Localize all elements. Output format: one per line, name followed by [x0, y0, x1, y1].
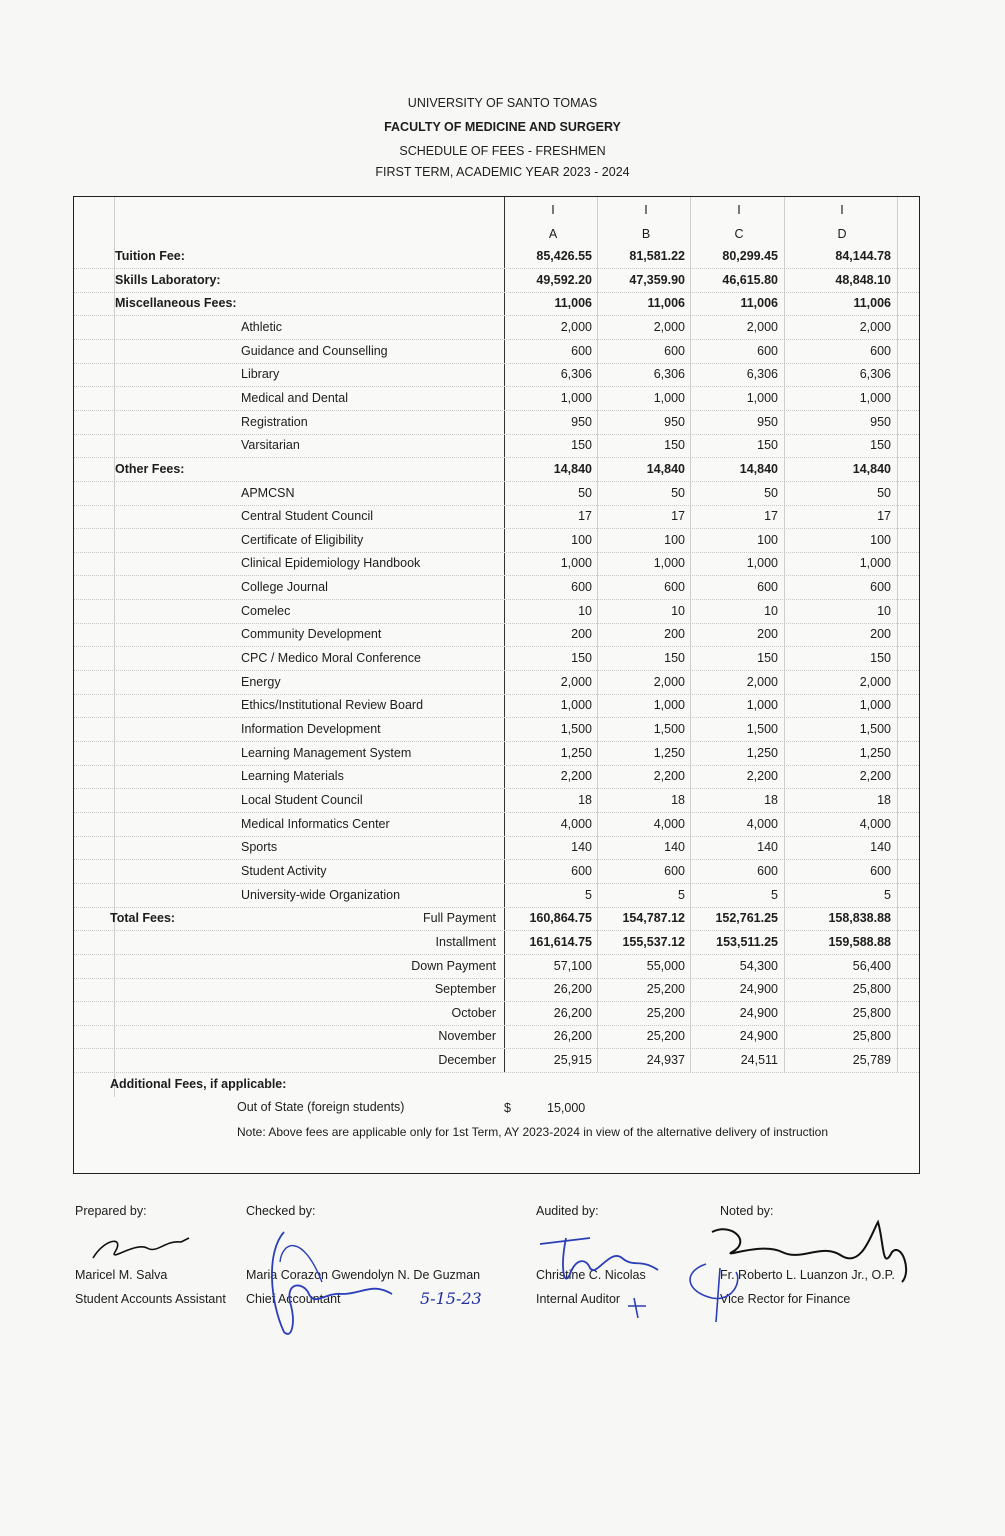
skills-row-value: 47,359.90	[629, 272, 685, 287]
total-row-value: 159,588.88	[828, 934, 891, 949]
other-item-row-value: 1,500	[859, 722, 891, 736]
total-row	[74, 955, 919, 979]
misc-item-row-label: Medical and Dental	[241, 390, 349, 405]
other-item-row-value: 2,200	[859, 769, 891, 784]
misc-item-row-value: 1,000	[653, 390, 685, 405]
other-item-row	[74, 623, 919, 647]
column-mark: I	[737, 203, 741, 217]
other-item-row-value: 17	[877, 509, 891, 524]
misc-item-row	[74, 411, 919, 435]
misc-item-row-value: 6,306	[653, 367, 685, 382]
other-item-row-value: 150	[664, 651, 685, 666]
total-fees-label: Total Fees:	[110, 911, 176, 926]
misc-item-row-value: 950	[664, 414, 685, 429]
note-text: Note: Above fees are applicable only for 1st Term, AY 2023-2024 in view of the alternative delivery of instruction	[237, 1125, 829, 1139]
total-row-label: Down Payment	[411, 958, 496, 973]
skills-row	[74, 269, 919, 293]
total-row-value: 24,900	[739, 982, 778, 997]
total-row-value: 25,200	[646, 1029, 685, 1044]
other-item-row-label: Certificate of Eligibility	[241, 532, 364, 547]
other-item-row-label: Clinical Epidemiology Handbook	[241, 556, 421, 571]
handwritten-date: 5-15-23	[420, 1289, 482, 1308]
signatory-name: Christine C. Nicolas	[536, 1268, 646, 1282]
total-row-value: 152,761.25	[715, 911, 778, 926]
other-item-row-value: 1,000	[653, 556, 685, 571]
misc-item-row-value: 950	[571, 414, 592, 429]
misc-item-row-value: 1,000	[560, 390, 592, 405]
total-row-value: 25,200	[646, 982, 685, 997]
misc-item-row-label: Library	[241, 367, 280, 382]
misc-row-label: Miscellaneous Fees:	[115, 296, 237, 311]
other-item-row-value: 150	[757, 651, 778, 666]
tuition-row-value: 85,426.55	[536, 249, 592, 263]
other-item-row-value: 1,250	[746, 745, 778, 760]
total-row-label: Full Payment	[423, 911, 496, 926]
other-row-value: 14,840	[553, 461, 592, 476]
other-item-row-value: 1,500	[746, 722, 778, 736]
total-row-label: Installment	[435, 934, 496, 949]
misc-row-value: 11,006	[740, 296, 778, 311]
misc-item-row-value: 2,000	[746, 319, 778, 334]
total-row-value: 25,200	[646, 1005, 685, 1020]
faculty-name: FACULTY OF MEDICINE AND SURGERY	[384, 120, 621, 134]
total-row	[74, 907, 919, 931]
other-item-row	[74, 836, 919, 860]
tuition-row	[74, 245, 919, 269]
total-row-value: 25,800	[852, 982, 891, 997]
total-row	[74, 1002, 919, 1026]
other-item-row-value: 18	[578, 792, 592, 807]
total-row-value: 26,200	[553, 1029, 592, 1044]
total-row-value: 56,400	[852, 958, 891, 973]
other-item-row-value: 100	[664, 532, 685, 547]
misc-item-row-value: 950	[757, 414, 778, 429]
total-row-value: 24,900	[739, 1029, 778, 1044]
other-item-row-value: 200	[870, 627, 891, 642]
total-row-value: 25,800	[852, 1005, 891, 1020]
other-row-value: 14,840	[852, 461, 891, 476]
signature-nicolas	[530, 1218, 670, 1328]
other-item-row	[74, 789, 919, 813]
other-item-row-label: Central Student Council	[241, 509, 374, 524]
other-row-value: 14,840	[646, 461, 685, 476]
other-item-row-value: 600	[664, 580, 685, 595]
skills-row-value: 49,592.20	[536, 272, 592, 287]
other-item-row-label: Energy	[241, 674, 281, 689]
total-row-value: 24,900	[739, 1005, 778, 1020]
other-item-row-value: 600	[571, 580, 592, 595]
column-header-b: B	[641, 227, 651, 241]
misc-item-row	[74, 387, 919, 411]
other-item-row-value: 200	[571, 627, 592, 642]
other-item-row-value: 18	[764, 792, 778, 807]
other-item-row-value: 200	[757, 627, 778, 642]
other-item-row-label: College Journal	[241, 580, 328, 595]
misc-row-value: 11,006	[853, 296, 891, 311]
other-item-row-value: 17	[764, 509, 778, 524]
other-item-row-value: 100	[870, 532, 891, 547]
signature-luanzon	[672, 1212, 922, 1322]
misc-row	[74, 292, 919, 316]
other-item-row-label: Sports	[241, 840, 278, 855]
other-item-row	[74, 860, 919, 884]
other-item-row-value: 2,200	[746, 769, 778, 784]
other-item-row-label: Learning Materials	[241, 769, 344, 784]
fee-schedule-table	[73, 196, 920, 1174]
misc-item-row-value: 600	[571, 343, 592, 358]
other-item-row-value: 2,000	[859, 674, 891, 689]
misc-item-row	[74, 340, 919, 364]
misc-item-row-value: 150	[870, 438, 891, 453]
misc-item-row-value: 600	[664, 343, 685, 358]
total-row-value: 154,787.12	[622, 911, 685, 926]
other-item-row-label: CPC / Medico Moral Conference	[241, 651, 421, 666]
other-item-row-value: 5	[771, 887, 778, 902]
misc-item-row-value: 1,000	[746, 390, 778, 405]
additional-fee-amount: 15,000	[547, 1101, 586, 1115]
signatory-name: Fr. Roberto L. Luanzon Jr., O.P.	[720, 1268, 895, 1282]
signatory-role: Audited by:	[536, 1204, 599, 1218]
other-item-row-value: 1,000	[653, 698, 685, 713]
total-row-value: 25,789	[852, 1053, 891, 1068]
other-item-row-value: 100	[757, 532, 778, 547]
other-item-row-value: 1,500	[653, 722, 685, 736]
other-item-row-value: 600	[870, 580, 891, 595]
other-item-row-value: 1,000	[746, 698, 778, 713]
other-item-row-value: 600	[664, 863, 685, 878]
other-item-row-label: Learning Management System	[241, 745, 412, 760]
misc-item-row-value: 2,000	[859, 319, 891, 334]
other-item-row	[74, 671, 919, 695]
other-item-row-value: 2,000	[560, 674, 592, 689]
misc-row-value: 11,006	[554, 296, 592, 311]
other-item-row-label: APMCSN	[241, 485, 295, 500]
misc-item-row	[74, 316, 919, 340]
total-row	[74, 1049, 919, 1073]
total-row-value: 25,800	[852, 1029, 891, 1044]
total-row-label: December	[438, 1053, 496, 1068]
total-row-value: 55,000	[646, 958, 685, 973]
misc-item-row	[74, 363, 919, 387]
university-name: UNIVERSITY OF SANTO TOMAS	[407, 96, 598, 110]
other-item-row-value: 1,000	[859, 556, 891, 571]
misc-item-row-label: Guidance and Counselling	[241, 343, 388, 358]
misc-item-row-value: 2,000	[560, 319, 592, 334]
misc-item-row-value: 600	[870, 343, 891, 358]
total-row	[74, 978, 919, 1002]
misc-item-row-label: Athletic	[241, 319, 282, 334]
other-item-row-value: 4,000	[746, 816, 778, 831]
total-row	[74, 931, 919, 955]
additional-fee-item: Out of State (foreign students)	[237, 1100, 405, 1114]
other-row-label: Other Fees:	[115, 461, 185, 476]
signatory-role: Checked by:	[246, 1204, 316, 1218]
other-item-row-value: 18	[877, 792, 891, 807]
misc-item-row-label: Registration	[241, 414, 308, 429]
other-row	[74, 458, 919, 482]
other-item-row-label: Information Development	[241, 722, 381, 736]
signatory-role: Noted by:	[720, 1204, 774, 1218]
column-mark: I	[551, 203, 555, 217]
column-header-d: D	[837, 227, 847, 241]
total-row-value: 24,937	[646, 1053, 685, 1068]
other-item-row	[74, 765, 919, 789]
total-row-value: 25,915	[553, 1053, 592, 1068]
other-item-row-value: 1,250	[653, 745, 685, 760]
signatory-role: Prepared by:	[75, 1204, 147, 1218]
misc-item-row-value: 150	[664, 438, 685, 453]
additional-fees-label: Additional Fees, if applicable:	[110, 1077, 287, 1091]
other-item-row	[74, 813, 919, 837]
tuition-row-label: Tuition Fee:	[115, 249, 185, 263]
signatory-title: Internal Auditor	[536, 1292, 621, 1306]
total-row-value: 160,864.75	[529, 911, 592, 926]
other-row-value: 14,840	[739, 461, 778, 476]
total-row-label: September	[434, 982, 496, 997]
tuition-row-value: 81,581.22	[629, 249, 685, 263]
other-item-row-value: 140	[664, 840, 685, 855]
total-row	[74, 1025, 919, 1049]
signatory-title: Chief Accountant	[246, 1292, 341, 1306]
other-item-row-value: 18	[671, 792, 685, 807]
signatory-name: Maricel M. Salva	[75, 1268, 168, 1282]
currency-symbol: $	[504, 1101, 511, 1115]
misc-item-row	[74, 434, 919, 458]
other-item-row-value: 150	[571, 651, 592, 666]
other-item-row-value: 2,200	[560, 769, 592, 784]
column-header-c: C	[734, 227, 744, 241]
other-item-row-value: 600	[571, 863, 592, 878]
other-item-row	[74, 718, 919, 742]
other-item-row-value: 1,000	[859, 698, 891, 713]
column-header-a: A	[548, 227, 558, 241]
other-item-row-value: 50	[578, 485, 592, 500]
other-item-row	[74, 647, 919, 671]
tuition-row-value: 84,144.78	[835, 249, 891, 263]
misc-item-row-value: 2,000	[653, 319, 685, 334]
skills-row-label: Skills Laboratory:	[115, 272, 221, 287]
signatory-title: Vice Rector for Finance	[720, 1292, 851, 1306]
total-row-value: 26,200	[553, 1005, 592, 1020]
column-mark: I	[644, 203, 648, 217]
total-row-label: November	[438, 1029, 496, 1044]
other-item-row-label: University-wide Organization	[241, 887, 401, 902]
other-item-row-value: 50	[764, 485, 778, 500]
schedule-title: SCHEDULE OF FEES - FRESHMEN	[399, 144, 606, 158]
total-row-value: 54,300	[739, 958, 778, 973]
other-item-row	[74, 482, 919, 506]
misc-item-row-value: 6,306	[859, 367, 891, 382]
other-item-row-value: 600	[870, 863, 891, 878]
skills-row-value: 48,848.10	[835, 272, 891, 287]
other-item-row-value: 5	[678, 887, 685, 902]
other-item-row-value: 17	[578, 509, 592, 524]
other-item-row	[74, 742, 919, 766]
total-row-value: 57,100	[553, 958, 592, 973]
other-item-row-value: 1,000	[560, 556, 592, 571]
other-item-row-value: 100	[571, 532, 592, 547]
other-item-row-value: 1,000	[560, 698, 592, 713]
misc-item-row-value: 6,306	[560, 367, 592, 382]
other-item-row-value: 5	[884, 887, 891, 902]
column-mark: I	[840, 203, 844, 217]
misc-item-row-value: 150	[571, 438, 592, 453]
misc-item-row-value: 150	[757, 438, 778, 453]
other-item-row-value: 2,000	[653, 674, 685, 689]
other-item-row-label: Comelec	[241, 603, 291, 618]
other-item-row-value: 140	[571, 840, 592, 855]
other-item-row	[74, 529, 919, 553]
misc-item-row-value: 6,306	[746, 367, 778, 382]
signature-de-guzman	[262, 1222, 482, 1342]
total-row-value: 161,614.75	[529, 934, 592, 949]
term-title: FIRST TERM, ACADEMIC YEAR 2023 - 2024	[375, 165, 630, 179]
other-item-row-value: 4,000	[859, 816, 891, 831]
other-item-row-label: Student Activity	[241, 863, 327, 878]
other-item-row-label: Medical Informatics Center	[241, 816, 390, 831]
other-item-row	[74, 884, 919, 908]
other-item-row-value: 10	[764, 603, 778, 618]
total-row-value: 153,511.25	[716, 934, 778, 949]
other-item-row-value: 140	[870, 840, 891, 855]
total-row-label: October	[451, 1005, 496, 1020]
other-item-row-value: 600	[757, 863, 778, 878]
other-item-row	[74, 694, 919, 718]
total-row-value: 24,511	[740, 1053, 778, 1068]
misc-item-row-label: Varsitarian	[241, 438, 300, 453]
other-item-row-value: 4,000	[653, 816, 685, 831]
skills-row-value: 46,615.80	[722, 272, 778, 287]
signatory-title: Student Accounts Assistant	[75, 1292, 226, 1306]
other-item-row-value: 140	[757, 840, 778, 855]
other-item-row-value: 10	[578, 603, 592, 618]
other-item-row-value: 1,500	[560, 722, 592, 736]
other-item-row-value: 600	[757, 580, 778, 595]
other-item-row-value: 200	[664, 627, 685, 642]
other-item-row-value: 10	[671, 603, 685, 618]
other-item-row-value: 150	[870, 651, 891, 666]
other-item-row	[74, 505, 919, 529]
tuition-row-value: 80,299.45	[722, 249, 778, 263]
other-item-row-label: Local Student Council	[241, 792, 363, 807]
other-item-row-value: 50	[877, 485, 891, 500]
other-item-row	[74, 576, 919, 600]
total-row-value: 26,200	[553, 982, 592, 997]
total-row-value: 155,537.12	[622, 934, 685, 949]
misc-item-row-value: 1,000	[859, 390, 891, 405]
other-item-row-label: Community Development	[241, 627, 382, 642]
misc-item-row-value: 950	[870, 414, 891, 429]
other-item-row-value: 1,250	[859, 745, 891, 760]
other-item-row	[74, 600, 919, 624]
other-item-row-value: 1,000	[746, 556, 778, 571]
misc-row-value: 11,006	[647, 296, 685, 311]
other-item-row-value: 1,250	[560, 745, 592, 760]
signatory-name: Maria Corazon Gwendolyn N. De Guzman	[246, 1268, 481, 1282]
other-item-row-label: Ethics/Institutional Review Board	[241, 698, 424, 713]
signature-salva	[85, 1228, 195, 1268]
other-item-row-value: 17	[671, 509, 685, 524]
other-item-row-value: 2,000	[746, 674, 778, 689]
other-item-row-value: 4,000	[560, 816, 592, 831]
other-item-row-value: 10	[877, 603, 891, 618]
misc-item-row-value: 600	[757, 343, 778, 358]
total-row-value: 158,838.88	[828, 911, 891, 926]
other-item-row	[74, 552, 919, 576]
other-item-row-value: 50	[671, 485, 685, 500]
other-item-row-value: 5	[585, 887, 592, 902]
other-item-row-value: 2,200	[653, 769, 685, 784]
